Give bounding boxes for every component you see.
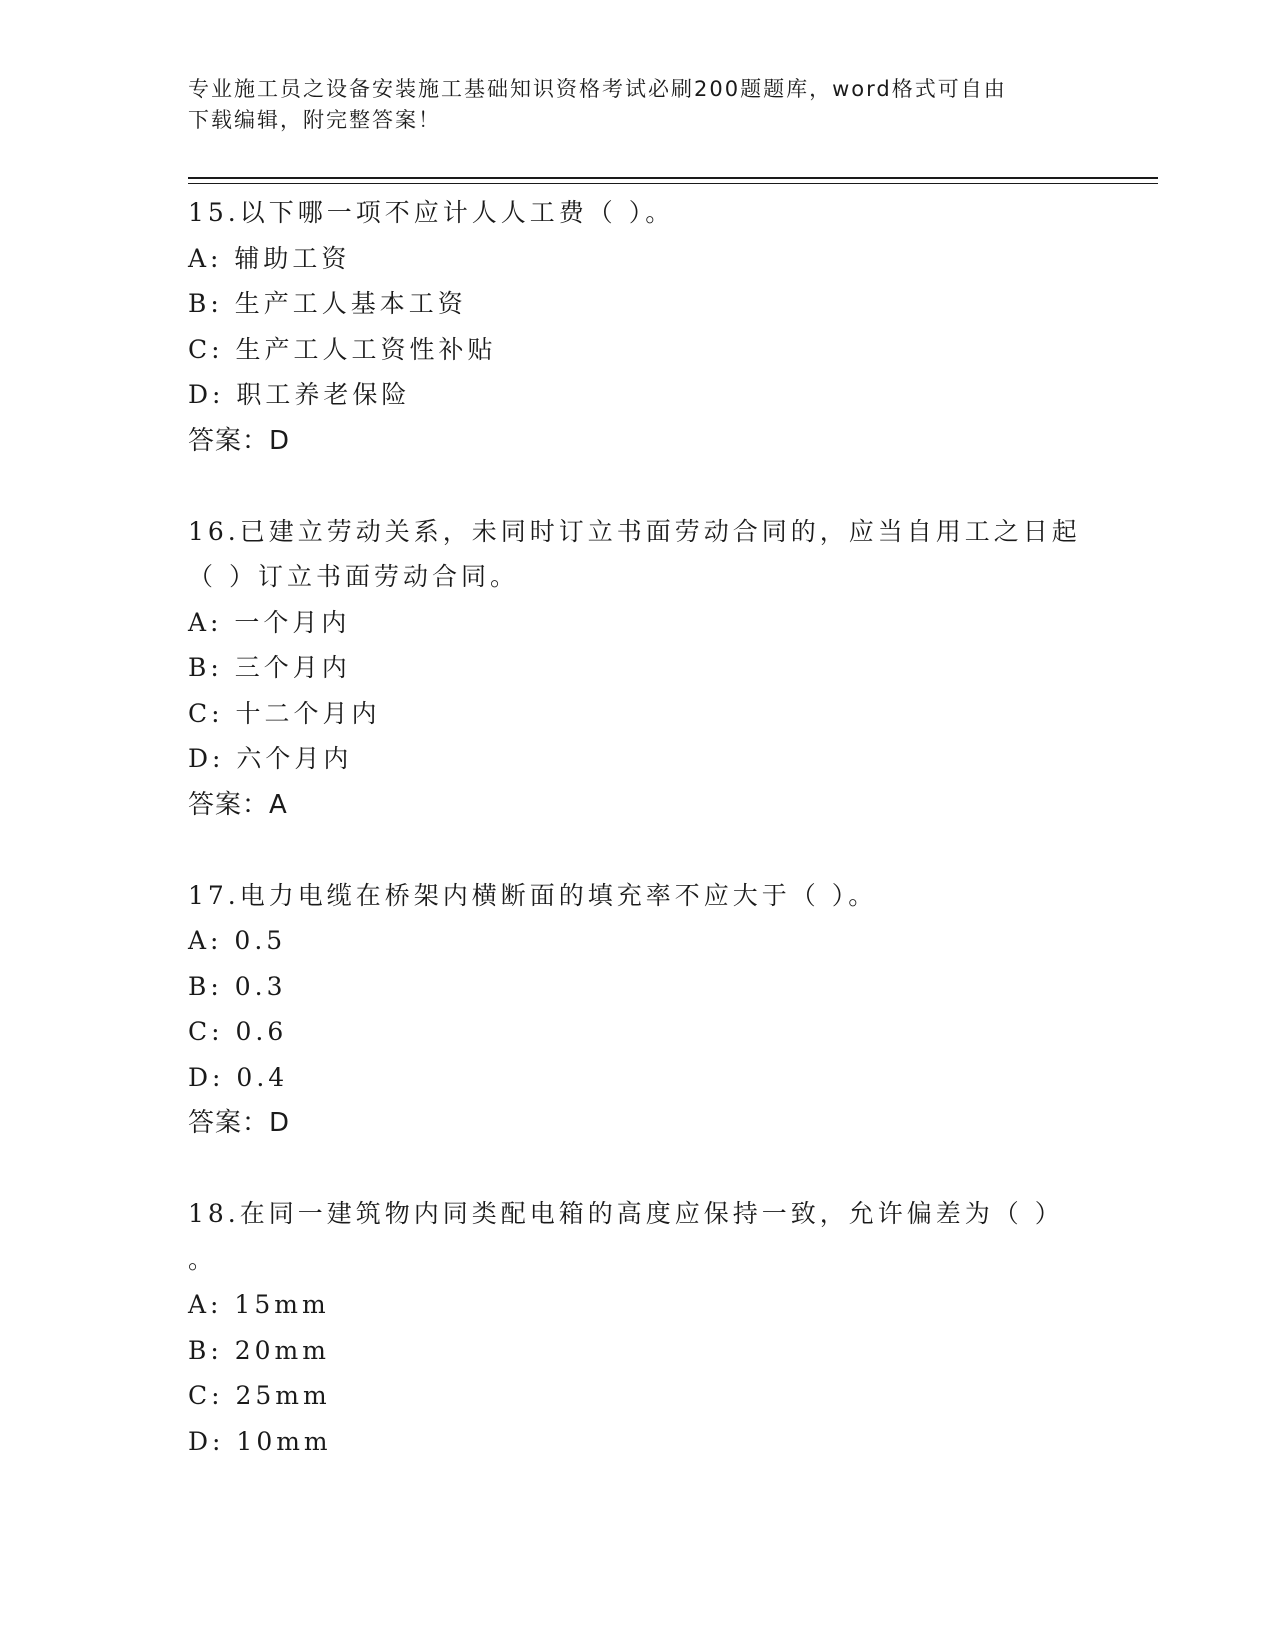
question-stem-line: 15.以下哪一项不应计人人工费（ ）。 [188, 198, 675, 227]
answer-line: 答案：D [188, 425, 291, 456]
question-stem-line: （ ）订立书面劳动合同。 [188, 562, 519, 591]
question-spacer [188, 1146, 1088, 1191]
header-divider-thick [188, 177, 1158, 179]
question-stem [188, 873, 1088, 919]
question-stem [188, 1191, 1088, 1282]
question-17 [188, 873, 1088, 1147]
question-list [188, 190, 1088, 1464]
document-header [188, 74, 1068, 136]
option-d: D: 10mm [188, 1426, 332, 1456]
question-stem-line: 17.电力电缆在桥架内横断面的填充率不应大于（ ）。 [188, 880, 878, 910]
header-divider-thin [188, 183, 1158, 184]
option-b: B: 生产工人基本工资 [188, 289, 467, 318]
option-d: D: 六个月内 [188, 744, 353, 773]
question-stem-line: 16.已建立劳动关系，未同时订立书面劳动合同的，应当自用工之日起 [188, 516, 1081, 546]
option-b: B: 0.3 [188, 971, 287, 1001]
option-a: A: 一个月内 [188, 607, 351, 637]
header-line-2: 下载编辑，附完整答案！ [188, 108, 441, 132]
question-spacer [188, 828, 1088, 873]
question-16 [188, 509, 1088, 828]
question-stem [188, 509, 1088, 600]
question-stem-line: 18.在同一建筑物内同类配电箱的高度应保持一致，允许偏差为（ ） [188, 1199, 1064, 1228]
option-a: A: 辅助工资 [188, 243, 351, 273]
answer-line: 答案：D [188, 1108, 291, 1138]
question-15 [188, 190, 1088, 464]
option-c: C: 生产工人工资性补贴 [188, 334, 497, 364]
option-b: B: 三个月内 [188, 653, 351, 682]
option-b: B: 20mm [188, 1335, 330, 1365]
question-18 [188, 1191, 1088, 1464]
option-a: A: 0.5 [188, 926, 287, 955]
option-d: D: 0.4 [188, 1062, 289, 1092]
question-stem-line: 。 [188, 1244, 218, 1274]
option-c: C: 十二个月内 [188, 698, 381, 728]
option-d: D: 职工养老保险 [188, 380, 411, 409]
question-spacer [188, 464, 1088, 509]
question-stem [188, 190, 1088, 236]
option-a: A: 15mm [188, 1290, 330, 1319]
answer-line: 答案：A [188, 789, 288, 820]
option-c: C: 0.6 [188, 1017, 288, 1046]
option-c: C: 25mm [188, 1381, 331, 1410]
header-line-1: 专业施工员之设备安装施工基础知识资格考试必刷200题题库，word格式可自由 [188, 77, 1007, 101]
